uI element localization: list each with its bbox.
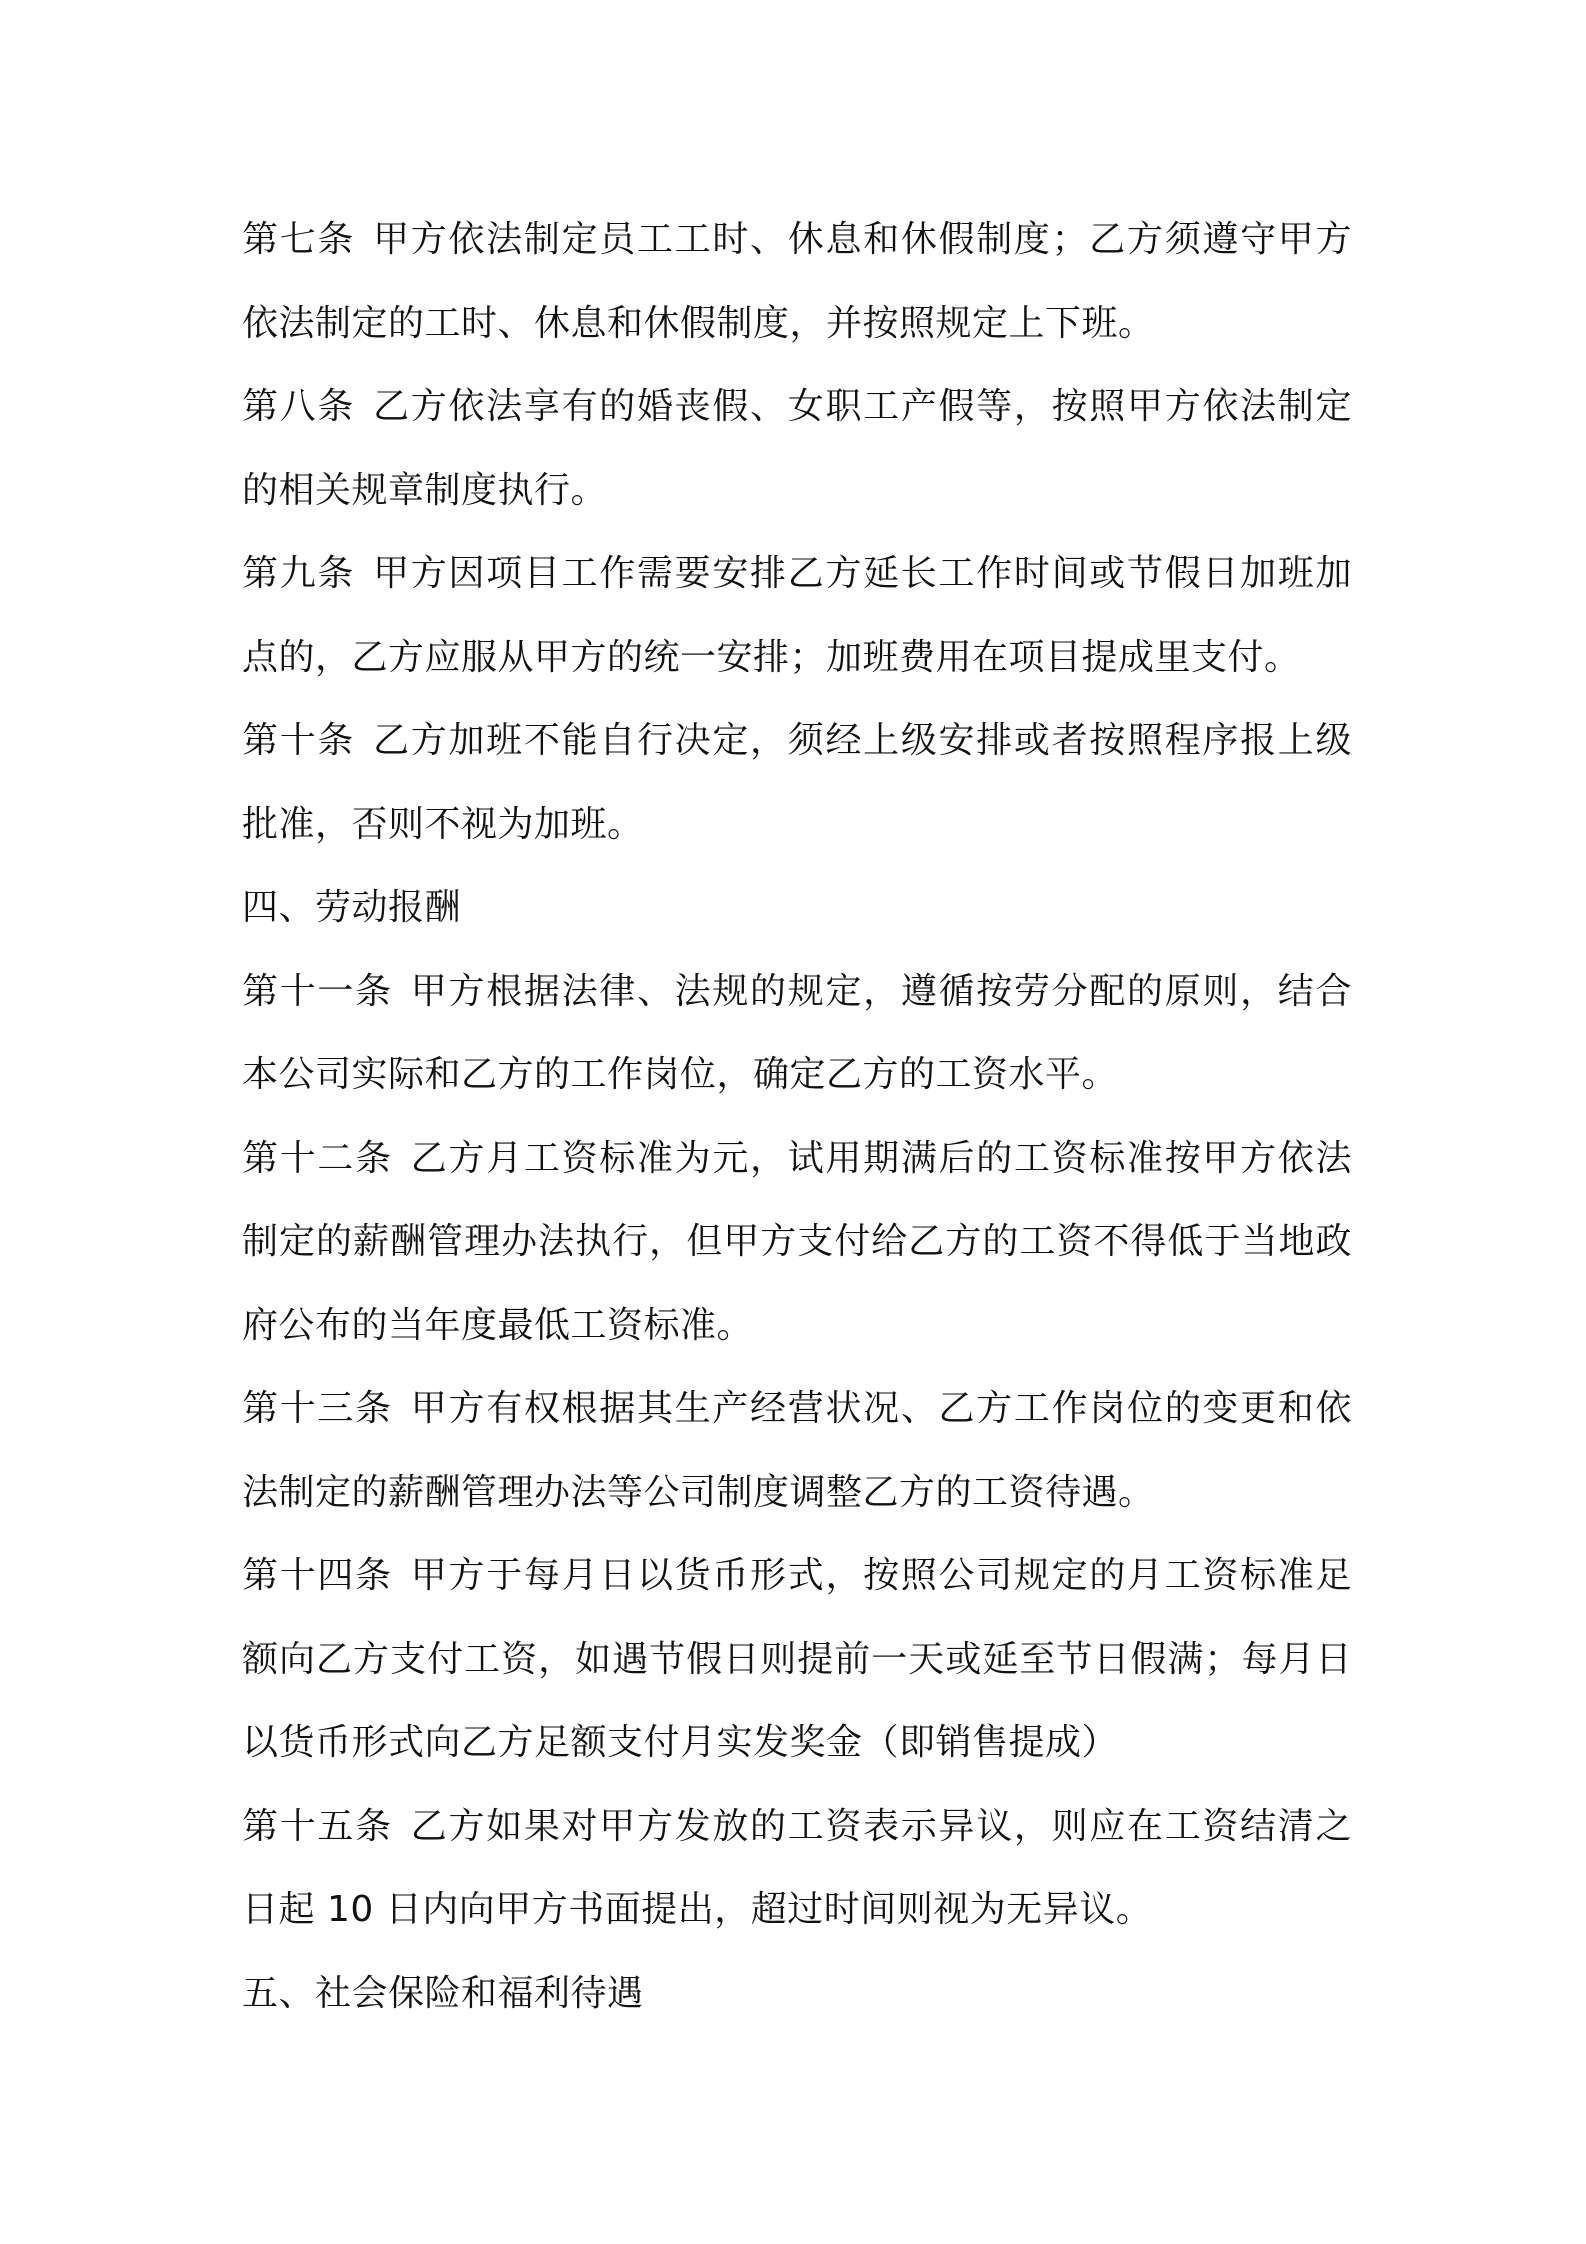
article-text: 乙方月工资标准为元，试用期满后的工资标准按甲方依法制定的薪酬管理办法执行，但甲方支付给乙方的工资不得低于当地政府公布的当年度最低工资标准。 xyxy=(242,1137,1352,1346)
article-12 xyxy=(242,1117,1352,1368)
article-text: 甲方根据法律、法规的规定，遵循按劳分配的原则，结合本公司实际和乙方的工作岗位，确定乙方的工资水平。 xyxy=(242,970,1352,1095)
article-label: 第九条 xyxy=(242,553,356,594)
article-text: 甲方于每月日以货币形式，按照公司规定的月工资标准足额向乙方支付工资，如遇节假日则提前一天或延至节日假满；每月日以货币形式向乙方足额支付月实发奖金（即销售提成） xyxy=(242,1555,1352,1763)
section-heading-social-insurance: 五、社会保险和福利待遇 xyxy=(242,1972,644,2014)
document-body xyxy=(242,198,1352,2035)
article-text: 甲方因项目工作需要安排乙方延长工作时间或节假日加班加点的，乙方应服从甲方的统一安排；加班费用在项目提成里支付。 xyxy=(242,553,1352,678)
article-label: 第十五条 xyxy=(242,1805,393,1847)
article-text: 甲方依法制定员工工时、休息和休假制度；乙方须遵守甲方依法制定的工时、休息和休假制度，并按照规定上下班。 xyxy=(242,219,1352,344)
article-9 xyxy=(242,532,1352,699)
article-text: 乙方依法享有的婚丧假、女职工产假等，按照甲方依法制定的相关规章制度执行。 xyxy=(242,386,1352,511)
article-label: 第七条 xyxy=(242,219,356,260)
article-15 xyxy=(242,1785,1352,1952)
article-10 xyxy=(242,699,1352,866)
article-label: 第十二条 xyxy=(242,1137,393,1179)
article-8 xyxy=(242,365,1352,532)
article-label: 第八条 xyxy=(242,386,356,427)
section-heading-remuneration: 四、劳动报酬 xyxy=(242,887,462,928)
article-7 xyxy=(242,198,1352,365)
article-13 xyxy=(242,1367,1352,1534)
article-11 xyxy=(242,950,1352,1117)
article-14 xyxy=(242,1534,1352,1785)
article-text: 乙方如果对甲方发放的工资表示异议，则应在工资结清之日起 10 日内向甲方书面提出，超过时间则视为无异议。 xyxy=(242,1805,1352,1930)
article-text: 乙方加班不能自行决定，须经上级安排或者按照程序报上级批准，否则不视为加班。 xyxy=(242,720,1352,845)
article-label: 第十一条 xyxy=(242,970,393,1012)
article-label: 第十条 xyxy=(242,720,356,761)
article-label: 第十四条 xyxy=(242,1555,393,1596)
article-text: 甲方有权根据其生产经营状况、乙方工作岗位的变更和依法制定的薪酬管理办法等公司制度调整乙方的工资待遇。 xyxy=(242,1388,1352,1513)
article-label: 第十三条 xyxy=(242,1388,393,1429)
